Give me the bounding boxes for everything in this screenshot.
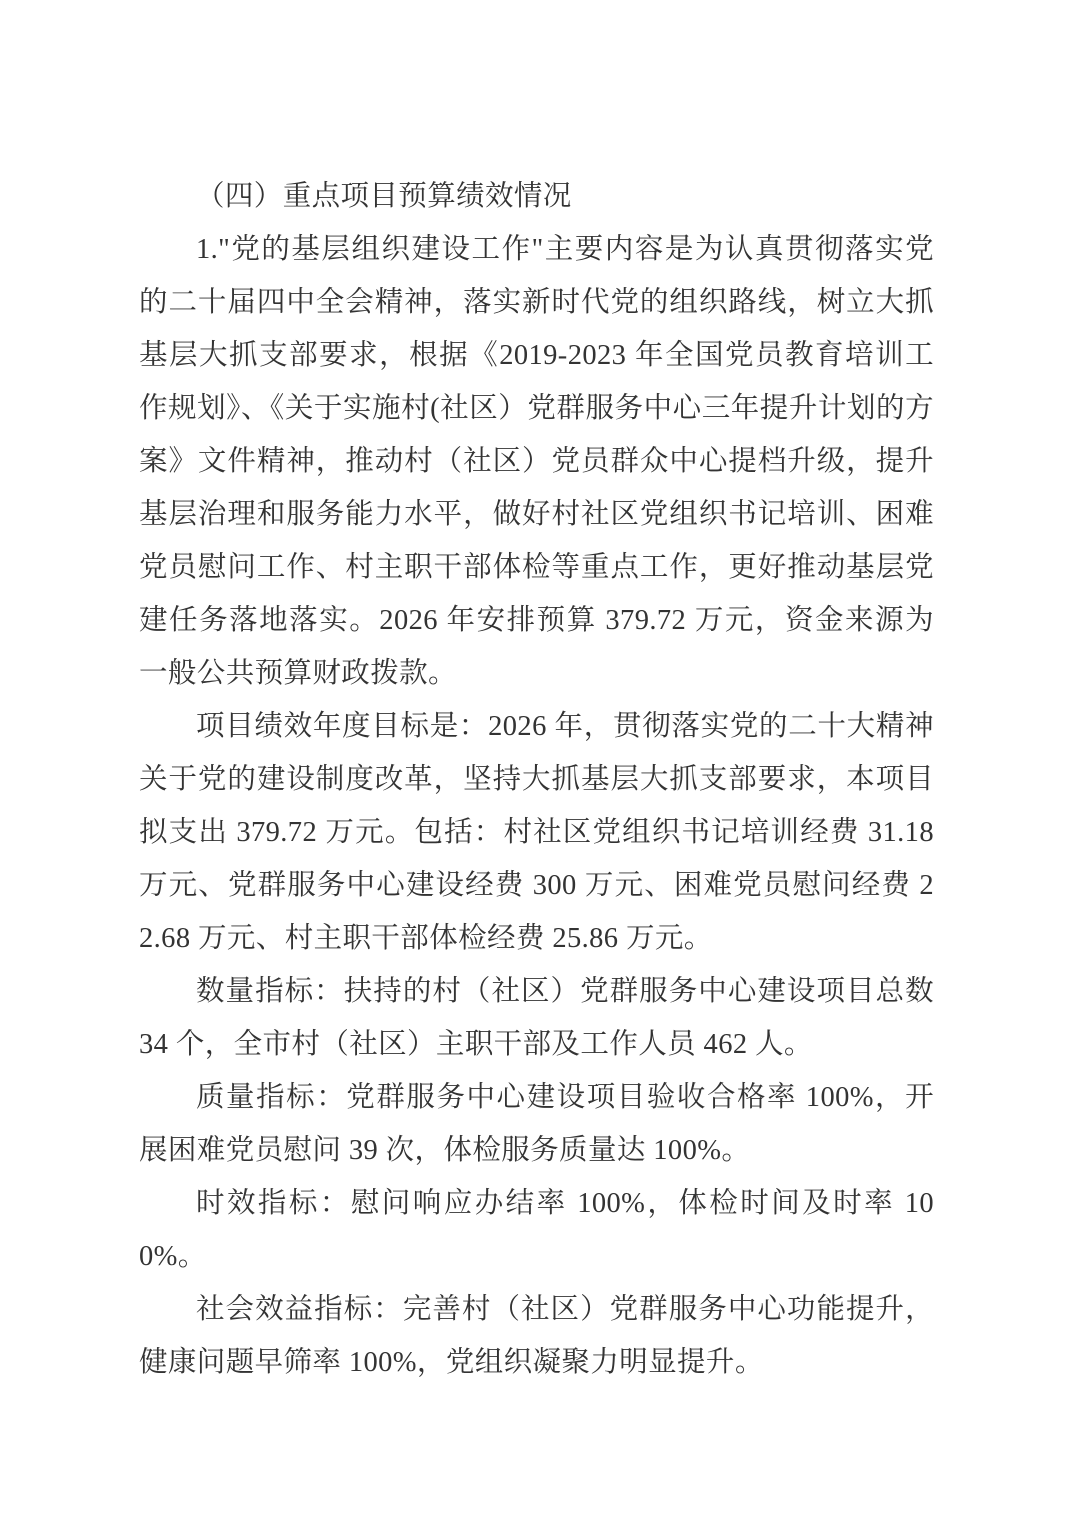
paragraph-project-overview: 1."党的基层组织建设工作"主要内容是为认真贯彻落实党的二十届四中全会精神，落实新时代党的组织路线，树立大抓基层大抓支部要求，根据《2019-2023 年全国党员教育培训工作规划》、《关于实施村(社区）党群服务中心三年提升计划的方案》文件精神，推动村（社区）党员群众中心提档升级，提升基层治理和服务能力水平，做好村社区党组织书记培训、困难党员慰问工作、村主职干部体检等重点工作，更好推动基层党建任务落地落实。2026 年安排预算 379.72 万元，资金来源为一般公共预算财政拨款。 <box>139 234 934 689</box>
paragraph-timeliness-indicator: 时效指标：慰问响应办结率 100%，体检时间及时率 100%。 <box>139 1188 934 1272</box>
section-heading: （四）重点项目预算绩效情况 <box>196 181 572 212</box>
document-body <box>139 170 934 1389</box>
paragraph-annual-performance-goal: 项目绩效年度目标是：2026 年，贯彻落实党的二十大精神关于党的建设制度改革，坚持大抓基层大抓支部要求，本项目拟支出 379.72 万元。包括：村社区党组织书记培训经费 31.18 万元、党群服务中心建设经费 300 万元、困难党员慰问经费 22.68 万元、村主职干部体检经费 25.86 万元。 <box>139 711 934 954</box>
paragraph-social-benefit-indicator: 社会效益指标：完善村（社区）党群服务中心功能提升，健康问题早筛率 100%，党组织凝聚力明显提升。 <box>139 1294 934 1378</box>
paragraph-quantity-indicator: 数量指标：扶持的村（社区）党群服务中心建设项目总数 34 个，全市村（社区）主职干部及工作人员 462 人。 <box>139 976 934 1060</box>
paragraph-quality-indicator: 质量指标：党群服务中心建设项目验收合格率 100%，开展困难党员慰问 39 次，体检服务质量达 100%。 <box>139 1082 934 1166</box>
